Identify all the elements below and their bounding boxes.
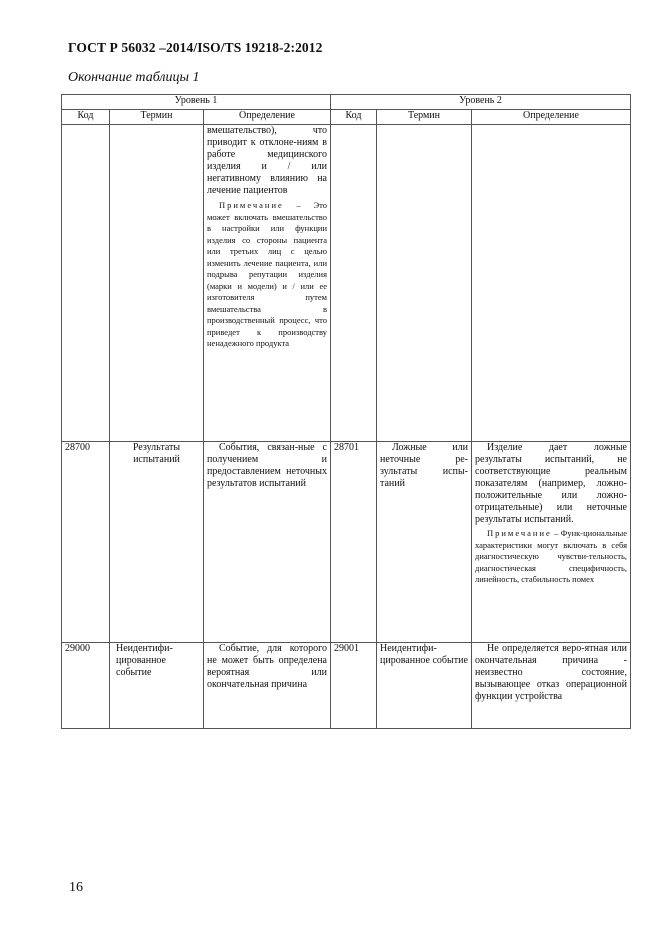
column-header-row [62, 110, 631, 125]
definition-cell [204, 125, 331, 442]
level-2-header: Уровень 2 [331, 95, 631, 110]
document-title: ГОСТ Р 56032 –2014/ISO/TS 19218-2:2012 [68, 40, 323, 55]
definition-note [207, 200, 327, 350]
note-text: – Функ-циональные характеристики могут включать в себя диагностическую чувстви-тельность, диагностическая специфичность, линейность, стабильность помех [475, 528, 628, 584]
definition-text: вмешательство), что приводит к отклоне-ниям в работе медицинского изделия и / или негативному влиянию на лечение пациентов [207, 125, 327, 196]
term-cell [110, 125, 204, 442]
code-cell: 28700 [62, 442, 110, 643]
definition-cell: События, связан-ные с получением и предоставлением неточных результатов испытаний [204, 442, 331, 643]
table-row [62, 643, 631, 729]
column-header-term-2: Термин [377, 110, 472, 125]
note-label: Примечание [487, 528, 552, 538]
code-cell: 29000 [62, 643, 110, 729]
term-cell: Неидентифи-цированное событие [377, 643, 472, 729]
term-cell: Ложные или неточные ре-зультаты испы-таний [377, 442, 472, 643]
group-header-row [62, 95, 631, 110]
note-label: Примечание [219, 200, 284, 210]
term-cell: Результаты испытаний [110, 442, 204, 643]
code-cell [331, 125, 377, 442]
definition-cell [472, 442, 631, 643]
level-1-header: Уровень 1 [62, 95, 331, 110]
definition-cell: Не определяется веро-ятная или окончательная причина - неизвестно состояние, вызывающее отказ операционной функции устройства [472, 643, 631, 729]
page-number: 16 [69, 880, 83, 895]
column-header-code-2: Код [331, 110, 377, 125]
column-header-code-1: Код [62, 110, 110, 125]
note-text: – Это может включать вмешательство в настройки или функции изделия со стороны пациента или третьих лиц с целью изменить лечение пациента, или подрыва репутации изделия (марки и модели) и / или ее изготовителя путем вмешательства в производственный процесс, что приведет к производству ненадежного продукта [207, 200, 328, 348]
column-header-definition-2: Определение [472, 110, 631, 125]
table-caption: Окончание таблицы 1 [68, 70, 200, 85]
definition-cell: Событие, для которого не может быть определена вероятная или окончательная причина [204, 643, 331, 729]
definition-text: Изделие дает ложные результаты испытаний, не соответствующие реальным показателям (например, ложно-положительные или ложно-отрицательные) или неточные результаты испытаний. [475, 442, 627, 525]
code-cell [62, 125, 110, 442]
code-cell: 29001 [331, 643, 377, 729]
terms-table [61, 94, 631, 729]
definition-note [475, 528, 627, 586]
definition-cell [472, 125, 631, 442]
column-header-definition-1: Определение [204, 110, 331, 125]
term-cell: Неидентифи-цированное событие [110, 643, 204, 729]
code-cell: 28701 [331, 442, 377, 643]
column-header-term-1: Термин [110, 110, 204, 125]
table-row [62, 442, 631, 643]
term-cell [377, 125, 472, 442]
table-row [62, 125, 631, 442]
